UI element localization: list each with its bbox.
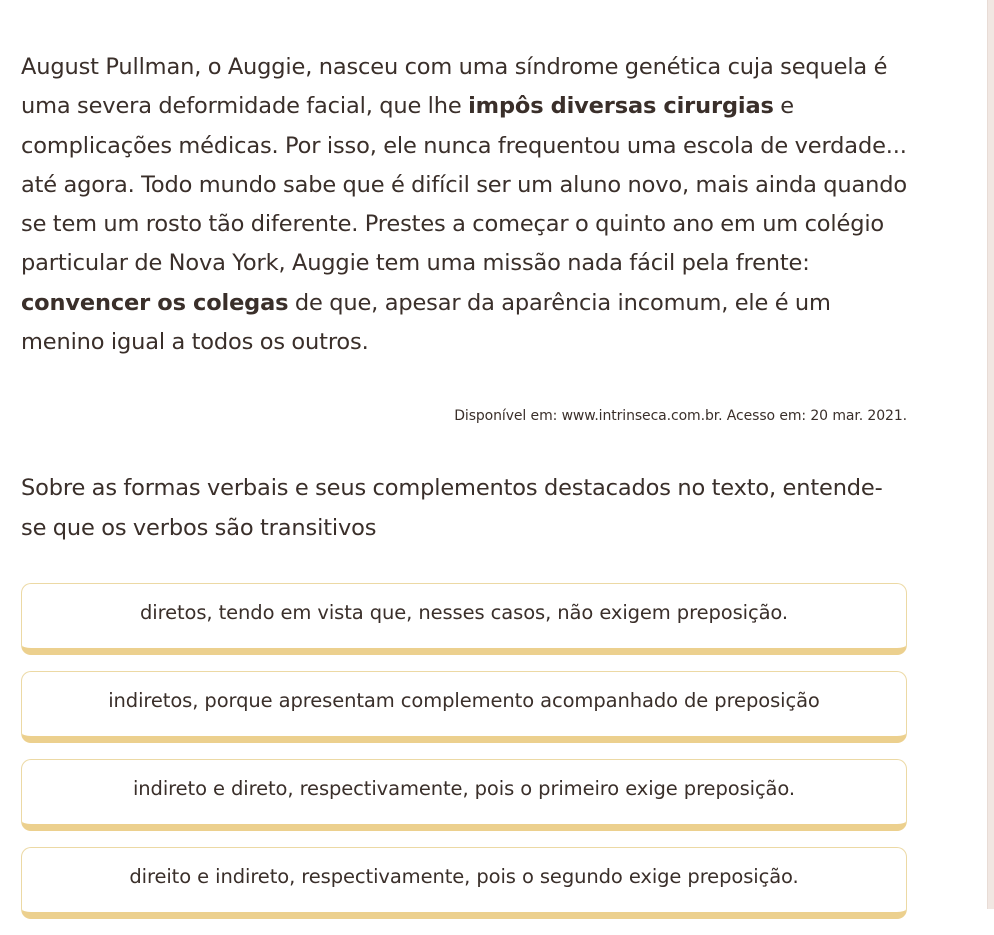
answer-option-3[interactable] <box>21 759 907 831</box>
answer-option-4[interactable] <box>21 847 907 919</box>
highlight-imposes: impôs diversas cirurgias <box>468 93 774 120</box>
highlight-convince: convencer os colegas <box>21 289 289 316</box>
answer-option-1[interactable] <box>21 583 907 655</box>
passage-segment: August Pullman, o Auggie, nasceu com uma síndrome genética cuja sequela é uma severa deformidade facial, que lhe <box>21 54 888 120</box>
answer-option-label: indireto e direto, respectivamente, pois o primeiro exige preposição. <box>132 777 795 801</box>
question-prompt: Sobre as formas verbais e seus complementos destacados no texto, entende-se que os verbos são transitivos <box>21 475 883 541</box>
answer-option-2[interactable] <box>21 671 907 743</box>
right-scroll-rail <box>987 0 994 909</box>
answer-option-label: direito e indireto, respectivamente, pois o segundo exige preposição. <box>129 865 799 889</box>
passage-segment: e complicações médicas. Por isso, ele nunca frequentou uma escola de verdade... até agora. Todo mundo sabe que é difícil ser um aluno novo, mais ainda quando se tem um rosto tão diferente. Prestes a começar o quinto ano em um colégio particular de Nova York, Auggie tem uma missão nada fácil pela frente: <box>21 93 907 277</box>
source-citation: Disponível em: www.intrinseca.com.br. Acesso em: 20 mar. 2021. <box>454 408 907 425</box>
answer-option-label: diretos, tendo em vista que, nesses casos, não exigem preposição. <box>139 601 789 625</box>
answer-option-label: indiretos, porque apresentam complemento acompanhado de preposição <box>108 689 820 713</box>
passage-segment: de que, apesar da aparência incomum, ele é um menino igual a todos os outros. <box>21 289 831 356</box>
question-content <box>21 0 907 935</box>
answer-options <box>21 583 907 919</box>
passage-text <box>21 48 907 362</box>
